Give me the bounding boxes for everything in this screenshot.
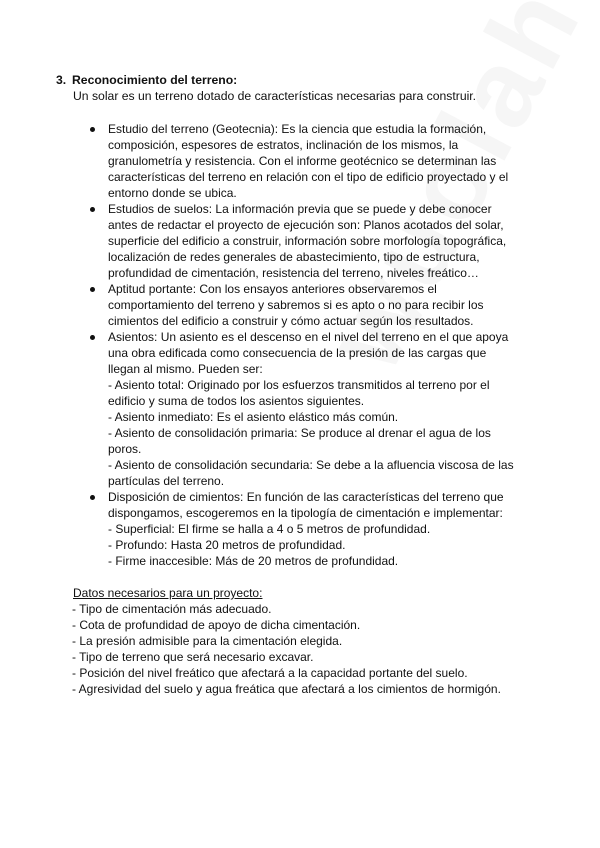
bullet-subitem: - Asiento total: Originado por los esfuerzos transmitidos al terreno por el edificio y suma de todos los asientos siguientes. (108, 378, 490, 408)
bullet-dot-icon (90, 207, 95, 212)
bullet-text: Disposición de cimientos: En función de las características del terreno que dispongamos, escogeremos en la tipología de cimentación e implementar: (108, 490, 504, 520)
datos-item: - Agresividad del suelo y agua freática que afectará a los cimientos de hormigón. (72, 682, 501, 696)
datos-item: - Tipo de terreno que será necesario excavar. (72, 650, 314, 664)
bullet-subitem: - Profundo: Hasta 20 metros de profundidad. (108, 538, 346, 552)
section-intro: Un solar es un terreno dotado de características necesarias para construir. (73, 89, 477, 103)
datos-item: - Cota de profundidad de apoyo de dicha cimentación. (72, 618, 361, 632)
bullet-subitem: - Asiento inmediato: Es el asiento elástico más común. (108, 410, 399, 424)
datos-section (73, 585, 262, 601)
bullet-item (90, 281, 520, 329)
bullet-list (90, 121, 520, 569)
bullet-text: Estudio del terreno (Geotecnia): Es la ciencia que estudia la formación, composición, espesores de estratos, inclinación de los mismos, la granulometría y resistencia. Con el informe geotécnico se determinan las características del terreno en relación con el tipo de edificio proyectado y el entorno donde se ubica. (108, 122, 509, 200)
datos-list (72, 601, 501, 697)
datos-item: - Tipo de cimentación más adecuado. (72, 602, 272, 616)
bullet-text: Asientos: Un asiento es el descenso en el nivel del terreno en el que apoya una obra edificada como consecuencia de la presión de las cargas que llegan al mismo. Pueden ser: (108, 330, 509, 376)
bullet-subitem: - Asiento de consolidación primaria: Se produce al drenar el agua de los poros. (108, 426, 491, 456)
section-heading (56, 72, 237, 88)
datos-item: - Posición del nivel freático que afectará a la capacidad portante del suelo. (72, 666, 468, 680)
bullet-dot-icon (90, 287, 95, 292)
bullet-item (90, 201, 520, 281)
section-number: 3. (56, 73, 67, 87)
bullet-item (90, 489, 520, 569)
bullet-subitem: - Firme inaccesible: Más de 20 metros de profundidad. (108, 554, 399, 568)
bullet-text: Estudios de suelos: La información previa que se puede y debe conocer antes de redactar el proyecto de ejecución son: Planos acotados del solar, superficie del edificio a construir, información sobre morfología topográfica, localización de redes generales de abastecimiento, tipo de estructura, profundidad de cimentación, resistencia del terreno, niveles freático… (108, 202, 507, 280)
bullet-item (90, 329, 520, 489)
bullet-dot-icon (90, 127, 95, 132)
bullet-item (90, 121, 520, 201)
datos-title: Datos necesarios para un proyecto: (73, 586, 263, 600)
bullet-dot-icon (90, 495, 95, 500)
bullet-text: Aptitud portante: Con los ensayos anteriores observaremos el comportamiento del terreno y sabremos si es apto o no para recibir los cimientos del edificio a construir y cómo actuar según los resultados. (108, 282, 484, 328)
bullet-subitem: - Superficial: El firme se halla a 4 o 5 metros de profundidad. (108, 522, 431, 536)
bullet-subitem: - Asiento de consolidación secundaria: Se debe a la afluencia viscosa de las partículas del terreno. (108, 458, 514, 488)
section-title: Reconocimiento del terreno: (72, 73, 238, 87)
datos-item: - La presión admisible para la cimentación elegida. (72, 634, 343, 648)
bullet-dot-icon (90, 335, 95, 340)
